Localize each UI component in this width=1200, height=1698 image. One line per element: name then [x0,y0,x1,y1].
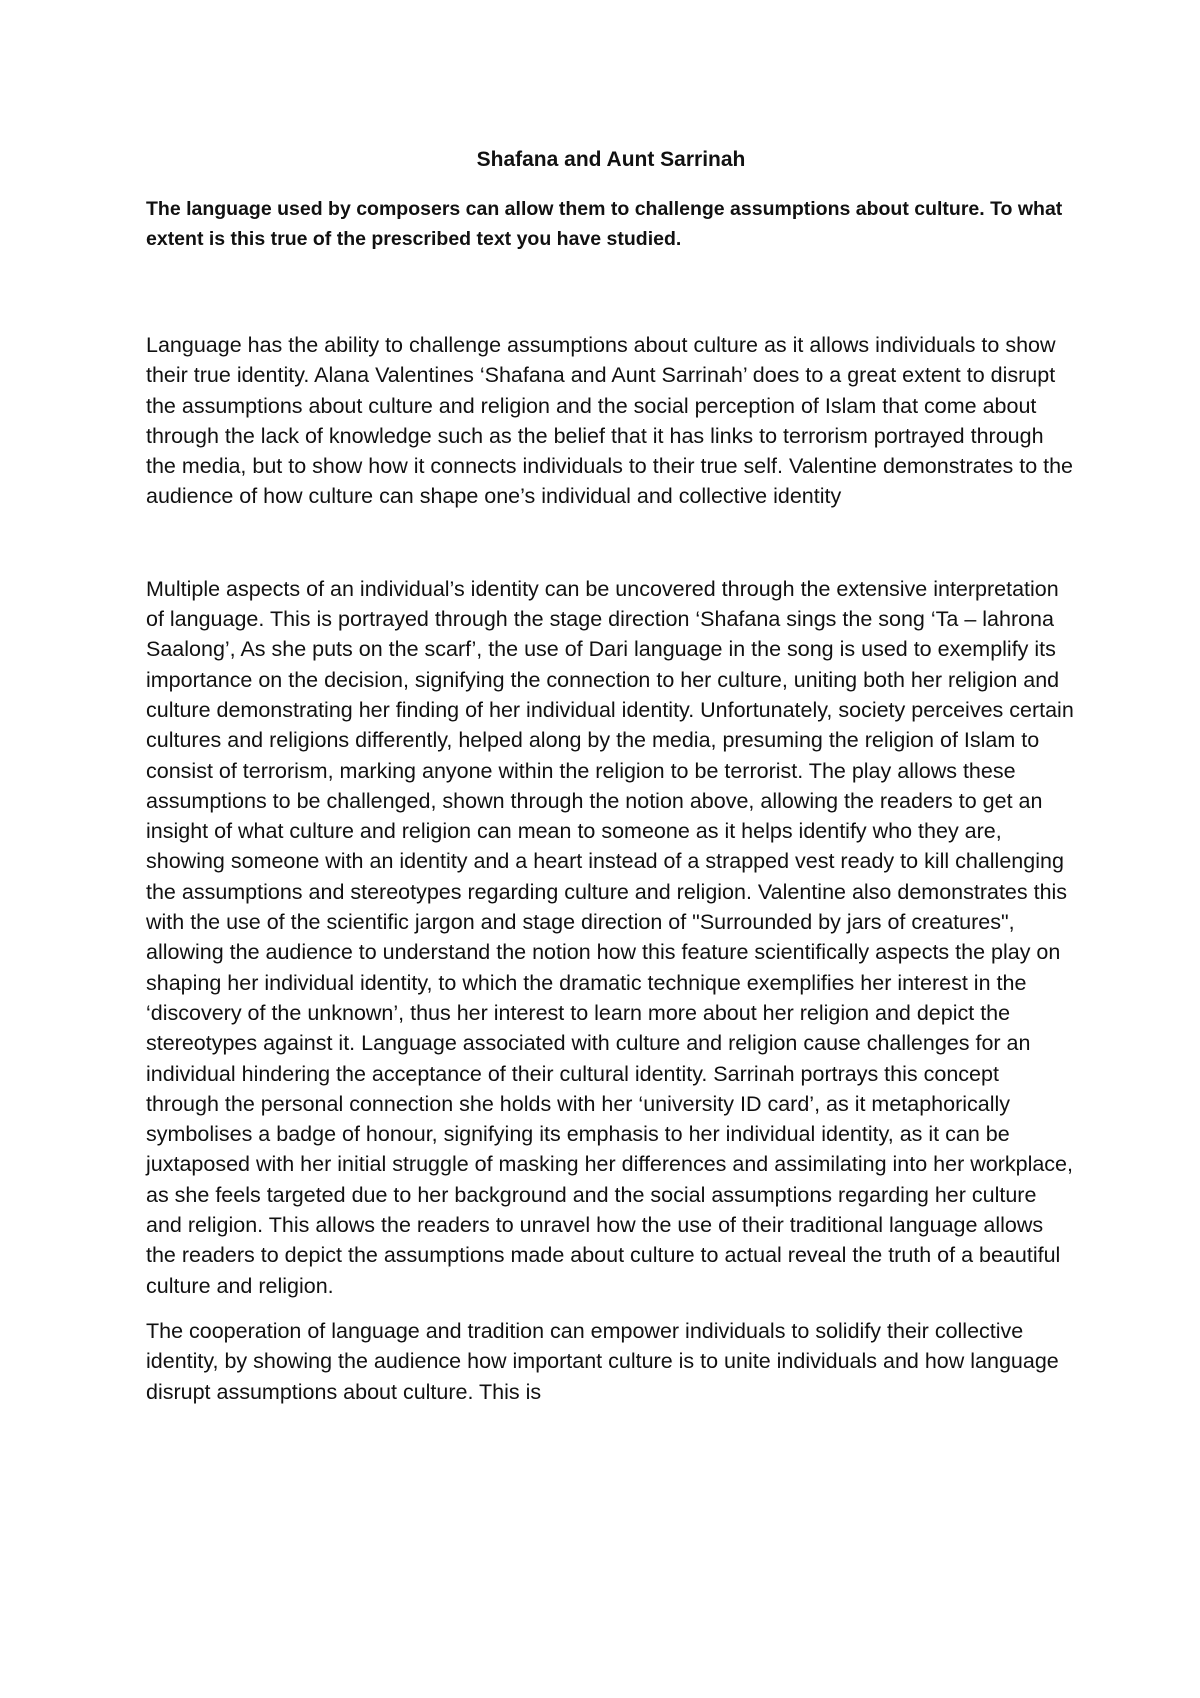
paragraph-body-2: The cooperation of language and tradition can empower individuals to solidify their collective identity, by showing the audience how important culture is to unite individuals and how language disrupt assumptions about culture. This is [146,1318,1059,1404]
document-title: Shafana and Aunt Sarrinah [476,148,746,171]
essay-question: The language used by composers can allow them to challenge assumptions about culture. To what extent is this true of the prescribed text you have studied. [146,198,1063,250]
paragraph-body-1: Multiple aspects of an individual’s identity can be uncovered through the extensive interpretation of language. This is portrayed through the stage direction ‘Shafana sings the song ‘Ta – lahrona Saalong’, As she puts on the scarf’, the use of Dari language in the song is used to exemplify its importance on the decision, signifying the connection to her culture, uniting both her religion and culture demonstrating her finding of her individual identity. Unfortunately, society perceives certain cultures and religions differently, helped along by the media, presuming the religion of Islam to consist of terrorism, marking anyone within the religion to be terrorist. The play allows these assumptions to be challenged, shown through the notion above, allowing the readers to get an insight of what culture and religion can mean to someone as it helps identify who they are, showing someone with an identity and a heart instead of a strapped vest ready to kill challenging the assumptions and stereotypes regarding culture and religion. Valentine also demonstrates this with the use of the scientific jargon and stage direction of "Surrounded by jars of creatures", allowing the audience to understand the notion how this feature scientifically aspects the play on shaping her individual identity, to which the dramatic technique exemplifies her interest in the ‘discovery of the unknown’, thus her interest to learn more about her religion and depict the stereotypes against it. Language associated with culture and religion cause challenges for an individual hindering the acceptance of their cultural identity. Sarrinah portrays this concept through the personal connection she holds with her ‘university ID card’, as it metaphorically symbolises a badge of honour, signifying its emphasis to her individual identity, as it can be juxtaposed with her initial struggle of masking her differences and assimilating into her workplace, as she feels targeted due to her background and the social assumptions regarding her culture and religion. This allows the readers to unravel how the use of their traditional language allows the readers to depict the assumptions made about culture to actual reveal the truth of a beautiful culture and religion. [146,576,1074,1298]
paragraph-introduction: Language has the ability to challenge assumptions about culture as it allows individuals to show their true identity. Alana Valentines ‘Shafana and Aunt Sarrinah’ does to a great extent to disrupt the assumptions about culture and religion and the social perception of Islam that come about through the lack of knowledge such as the belief that it has links to terrorism portrayed through the media, but to show how it connects individuals to their true self. Valentine demonstrates to the audience of how culture can shape one’s individual and collective identity [146,333,1074,509]
document-body [146,146,1076,1407]
